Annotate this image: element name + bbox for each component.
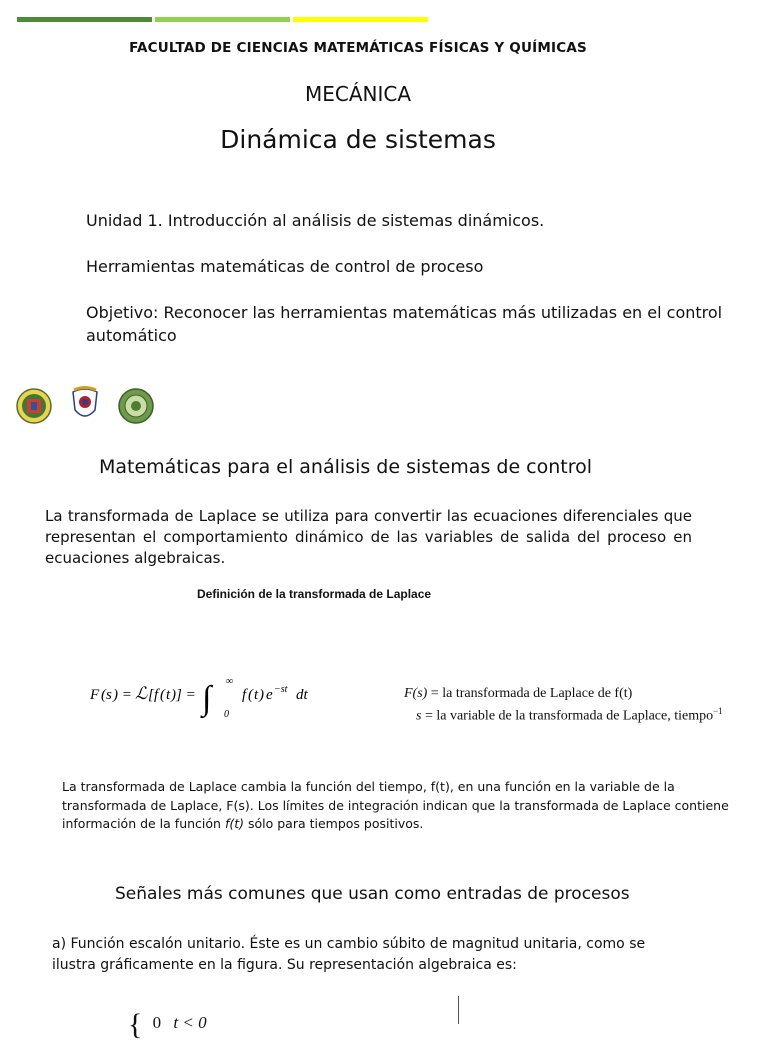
fs-definition: = la transformada de Laplace de f(t) <box>430 686 633 701</box>
step-function-formula <box>128 1002 207 1041</box>
step-function-description: a) Función escalón unitario. Éste es un cambio súbito de magnitud unitaria, como se ilustra gráficamente en la figura. Su representación algebraica es: <box>52 936 646 973</box>
svg-text:∫: ∫ <box>202 680 212 717</box>
fs-symbol: F(s) <box>404 686 428 701</box>
definition-fs <box>404 686 632 702</box>
svg-text:(: ( <box>101 687 106 703</box>
svg-text:∞: ∞ <box>226 676 234 687</box>
step-value: 0 <box>152 1013 162 1032</box>
svg-text:f: f <box>242 687 247 703</box>
s-definition: = la variable de la transformada de Laplace, tiempo <box>424 708 714 724</box>
university-seal-icon <box>16 388 52 428</box>
svg-text:s: s <box>106 687 112 703</box>
svg-text:−st: −st <box>274 684 288 695</box>
header-bar-light-green <box>155 17 290 22</box>
page-title: Dinámica de sistemas <box>220 125 496 154</box>
note-text-2: sólo para tiempos positivos. <box>244 816 424 831</box>
svg-text:) =: ) = <box>113 687 132 703</box>
note-ft: f(t) <box>224 816 244 831</box>
s-exponent: −1 <box>713 706 723 716</box>
objective-line: Objetivo: Reconocer las herramientas matemáticas más utilizadas en el control automático <box>86 303 723 345</box>
svg-text:t: t <box>254 687 259 703</box>
svg-text:e: e <box>266 687 273 703</box>
s-symbol: s <box>416 708 422 724</box>
header-bar-dark-green <box>17 17 152 22</box>
unit-line: Unidad 1. Introducción al análisis de sistemas dinámicos. <box>86 211 545 230</box>
formula-brace: { <box>128 1008 143 1041</box>
faculty-header: FACULTAD DE CIENCIAS MATEMÁTICAS FÍSICAS Y QUÍMICAS <box>129 40 587 56</box>
svg-text:f: f <box>154 687 159 703</box>
step-condition: t < 0 <box>173 1013 207 1032</box>
header-bar-yellow <box>293 17 428 22</box>
svg-text:ℒ: ℒ <box>135 684 148 703</box>
svg-text:[: [ <box>148 687 154 703</box>
step-graph-axis <box>458 996 459 1024</box>
svg-text:): ) <box>259 687 264 703</box>
definition-s <box>416 706 723 725</box>
svg-text:F: F <box>90 687 100 703</box>
svg-text:)] =: )] = <box>171 687 196 703</box>
svg-text:dt: dt <box>296 687 308 703</box>
tools-line: Herramientas matemáticas de control de proceso <box>86 257 484 276</box>
laplace-intro-paragraph: La transformada de Laplace se utiliza para convertir las ecuaciones diferenciales que representan el comportamiento dinámico de las variables de salida del proceso en ecuaciones algebraicas. <box>45 507 692 567</box>
svg-text:(: ( <box>160 687 165 703</box>
svg-text:(: ( <box>248 687 253 703</box>
section-heading-math: Matemáticas para el análisis de sistemas de control <box>99 456 593 478</box>
note-text-1: La transformada de Laplace cambia la función del tiempo, f(t), en una función en la variable de la transformada de Laplace, F(s). Los límites de integración indican que la transformada de Laplace contiene información de la función <box>62 779 729 831</box>
faculty-shield-icon <box>70 386 100 428</box>
school-seal-icon <box>118 388 154 428</box>
laplace-formula <box>90 675 340 730</box>
subject-name: MECÁNICA <box>304 82 412 106</box>
section-heading-signals: Señales más comunes que usan como entradas de procesos <box>115 884 630 904</box>
svg-text:0: 0 <box>224 709 229 720</box>
definition-title: Definición de la transformada de Laplace <box>197 587 432 601</box>
svg-text:t: t <box>166 687 171 703</box>
laplace-note <box>62 778 732 834</box>
